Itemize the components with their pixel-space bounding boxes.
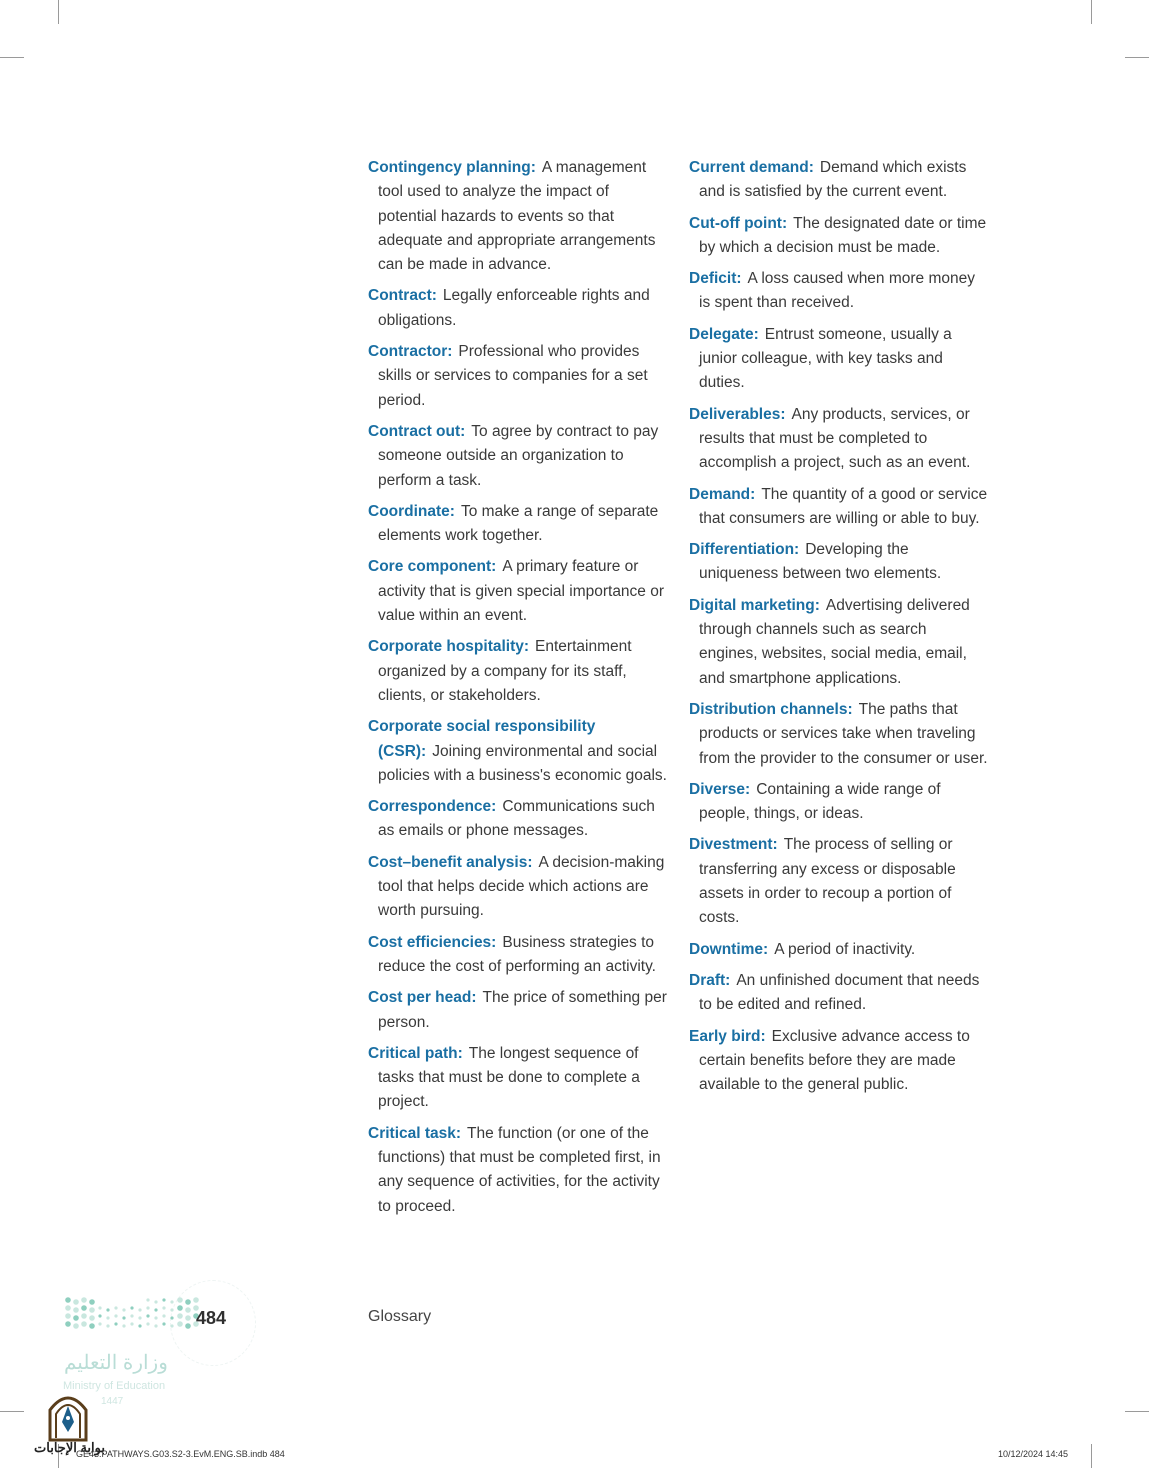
logo-dot [106,1308,109,1311]
glossary-entry [689,969,989,1018]
glossary-entry [368,420,670,493]
logo-dot [122,1324,125,1327]
site-logo-icon [36,1388,100,1442]
glossary-term: Critical path: [368,1044,463,1062]
ministry-year: 1447 [101,1396,124,1407]
logo-dot [81,1321,87,1327]
logo-dot [114,1314,117,1317]
glossary-definition: The quantity of a good or service that consumers are willing or able to buy. [699,485,988,527]
glossary-term: Cost–benefit analysis: [368,853,533,871]
glossary-term: Critical task: [368,1124,462,1142]
print-slug-file: GE43.PATHWAYS.G03.S2-3.EvM.ENG.SB.indb 484 [76,1449,285,1459]
glossary-entry [689,403,989,476]
glossary-entry [368,1042,670,1115]
logo-dot [114,1322,117,1325]
logo-dot [106,1324,109,1327]
logo-dot [185,1299,191,1305]
page-number: 484 [196,1308,227,1328]
glossary-term: Differentiation: [689,541,800,559]
glossary-entry [368,986,670,1035]
glossary-definition: Legally enforceable rights and obligations. [378,287,650,329]
glossary-definition: Business strategies to reduce the cost of performing an activity. [378,933,656,975]
logo-dot [106,1316,109,1319]
glossary-definition: A loss caused when more money is spent than received. [699,270,975,312]
glossary-entry [689,538,989,587]
logo-dot [130,1306,133,1309]
section-label: Glossary [368,1308,432,1325]
glossary-entry [368,500,670,549]
glossary-entry [689,833,989,930]
logo-dot [81,1305,87,1311]
glossary-term: Divestment: [689,836,778,854]
glossary-term: Early bird: [689,1027,766,1045]
glossary-term: Cost per head: [368,989,477,1007]
glossary-definition: Exclusive advance access to certain benefits before they are made available to the general public. [699,1027,970,1094]
glossary-definition: The process of selling or transferring any excess or disposable assets in order to recoup a portion of costs. [699,836,956,927]
glossary-definition: Communications such as emails or phone messages. [378,798,655,840]
logo-dot [146,1298,149,1301]
glossary-entry [368,156,670,277]
glossary-definition: Advertising delivered through channels such as search engines, websites, social media, email, and smartphone applications. [699,596,970,687]
glossary-definition: To make a range of separate elements work together. [378,502,659,545]
glossary-term: Deficit: [689,270,742,288]
glossary-term: Current demand: [689,159,814,176]
glossary-term: Contractor: [368,343,453,361]
logo-dot [177,1297,183,1303]
logo-dot [98,1314,101,1317]
glossary-definition: A decision-making tool that helps decide which actions are worth pursuing. [378,853,665,920]
logo-dot [170,1316,173,1319]
logo-dot [146,1322,149,1325]
logo-dot [185,1307,191,1313]
logo-dot [185,1315,191,1321]
glossary-definition: The price of something per person. [378,989,667,1031]
glossary-definition: A management tool used to analyze the impact of potential hazards to events so that adequate and appropriate arrangements can be made in advance. [378,159,656,274]
logo-dot [138,1316,141,1319]
glossary-term: Contract: [368,287,437,305]
glossary-entry [368,851,670,924]
logo-dot [154,1308,157,1311]
logo-dot [146,1314,149,1317]
crop-mark [0,57,24,58]
logo-dot [154,1324,157,1327]
logo-dot [65,1313,71,1319]
glossary-term: Diverse: [689,780,751,798]
glossary-term: Deliverables: [689,405,786,423]
logo-dot [65,1297,71,1303]
crop-mark [1125,57,1149,58]
glossary-entry [368,555,670,628]
logo-dot [65,1305,71,1311]
logo-dot [98,1322,101,1325]
logo-dot [138,1324,141,1327]
logo-dot [73,1315,79,1321]
logo-dot [89,1315,95,1321]
glossary-entry [368,1122,670,1219]
glossary-entry [689,938,989,962]
glossary-definition: A period of inactivity. [774,940,916,958]
glossary-term: Contingency planning: [368,159,536,176]
glossary-right-column [689,156,989,1104]
glossary-term: Downtime: [689,940,769,958]
logo-dot [89,1307,95,1313]
glossary-entry [689,778,989,827]
glossary-definition: The longest sequence of tasks that must be done to complete a project. [378,1044,640,1111]
logo-dot [154,1316,157,1319]
logo-dot [65,1321,71,1327]
glossary-term: Corporate social responsibility (CSR): [368,718,596,760]
logo-dot [73,1323,79,1329]
logo-dot [81,1313,87,1319]
logo-dot [98,1306,101,1309]
ministry-arabic-name: وزارة التعليم [64,1352,168,1374]
logo-dot [130,1314,133,1317]
glossary-definition: The paths that products or services take when traveling from the provider to the consumer or user. [699,700,988,767]
glossary-entry [689,212,989,261]
glossary-term: Demand: [689,485,756,503]
logo-dot [177,1305,183,1311]
print-slug-date: 10/12/2024 14:45 [998,1449,1069,1459]
logo-dot [138,1308,141,1311]
glossary-term: Delegate: [689,325,759,343]
glossary-entry [368,715,670,788]
logo-dot [170,1308,173,1311]
logo-dot [162,1322,165,1325]
glossary-left-column [368,156,670,1226]
glossary-definition: Professional who provides skills or services to companies for a set period. [378,343,648,409]
glossary-term: Correspondence: [368,798,497,816]
glossary-entry [689,483,989,532]
glossary-definition: Any products, services, or results that must be completed to accomplish a project, such as an event. [699,405,971,472]
crop-mark [58,0,59,24]
glossary-entry [689,698,989,771]
glossary-definition: Entrust someone, usually a junior colleague, with key tasks and duties. [699,325,952,392]
logo-dot [177,1321,183,1327]
logo-dot [193,1297,199,1303]
glossary-term: Digital marketing: [689,596,820,614]
glossary-term: Cut-off point: [689,214,788,232]
glossary-entry [689,156,989,205]
glossary-definition: Containing a wide range of people, things, or ideas. [699,780,941,823]
glossary-term: Contract out: [368,422,466,440]
logo-dot [162,1314,165,1317]
logo-dot [130,1322,133,1325]
glossary-definition: An unfinished document that needs to be edited and refined. [699,971,980,1014]
glossary-entry [368,635,670,708]
logo-dot [114,1306,117,1309]
logo-dot [154,1300,157,1303]
glossary-entry [368,284,670,333]
crop-mark [1091,1444,1092,1468]
logo-dot [162,1306,165,1309]
crop-mark [1091,0,1092,24]
glossary-definition: To agree by contract to pay someone outside an organization to perform a task. [378,422,659,489]
glossary-entry [689,323,989,396]
glossary-entry [689,267,989,316]
logo-dot [185,1323,191,1329]
crop-mark [0,1411,24,1412]
logo-dot [170,1324,173,1327]
glossary-term: Coordinate: [368,502,455,520]
glossary-entry [689,1025,989,1098]
logo-dot [81,1297,87,1303]
glossary-definition: A primary feature or activity that is given special importance or value within an event. [378,558,665,625]
glossary-term: Distribution channels: [689,700,853,718]
logo-dot [146,1306,149,1309]
ministry-english-name: Ministry of Education [63,1380,166,1392]
logo-dot [122,1308,125,1311]
glossary-entry [368,931,670,980]
logo-dot [170,1300,173,1303]
glossary-entry [368,340,670,413]
glossary-entry [689,594,989,691]
logo-dot [89,1299,95,1305]
glossary-term: Draft: [689,971,731,989]
logo-dot [73,1299,79,1305]
glossary-definition: Developing the uniqueness between two elements. [699,541,942,583]
glossary-term: Core component: [368,558,497,576]
glossary-definition: The function (or one of the functions) that must be completed first, in any sequence of activities, for the activity to proceed. [378,1124,661,1215]
logo-dot [177,1313,183,1319]
glossary-term: Cost efficiencies: [368,933,497,951]
glossary-entry [368,795,670,844]
logo-dot [162,1298,165,1301]
glossary-definition: The designated date or time by which a decision must be made. [699,214,987,256]
site-logo-text: بوابة الإجابات [34,1440,105,1455]
glossary-definition: Joining environmental and social policies with a business's economic goals. [378,742,667,784]
glossary-term: Corporate hospitality: [368,638,530,656]
logo-dot [89,1323,95,1329]
logo-dot [73,1307,79,1313]
glossary-definition: Demand which exists and is satisfied by the current event. [699,159,967,201]
crop-mark [1125,1411,1149,1412]
logo-dot [122,1316,125,1319]
ministry-dots-logo [64,1294,200,1336]
glossary-definition: Entertainment organized by a company for its staff, clients, or stakeholders. [378,638,632,704]
